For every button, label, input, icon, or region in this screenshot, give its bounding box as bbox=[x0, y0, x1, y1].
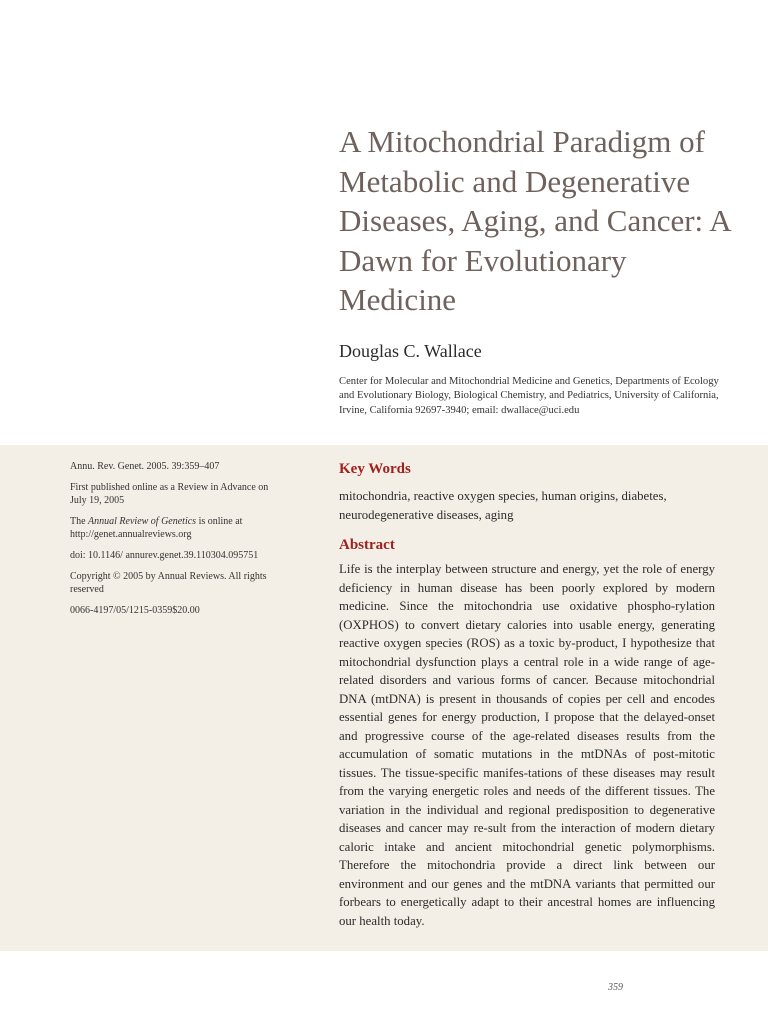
page-number: 359 bbox=[608, 982, 623, 993]
issn-code: 0066-4197/05/1215-0359$20.00 bbox=[70, 604, 200, 616]
online-note bbox=[70, 515, 270, 542]
abstract-text: Life is the interplay between structure and energy, yet the role of energy deficiency in human disease has been poorly explored by modern medicine. Since the mitochondria use oxidative phospho-rylation (OXPHOS) to convert dietary calories into usable energy, generating reactive oxygen species (ROS) as a toxic by-product, I hypothesize that mitochondrial dysfunction plays a central role in a wide range of age-related disorders and various forms of cancer. Because mitochondrial DNA (mtDNA) is present in thousands of copies per cell and encodes essential genes for energy production, I propose that the delayed-onset and progressive course of the age-related diseases results from the accumulation of somatic mutations in the mtDNAs of post-mitotic tissues. The tissue-specific manifes-tations of these diseases may result from the varying energetic roles and needs of the different tissues. The variation in the individual and regional predisposition to degenerative diseases and cancer may re-sult from the interaction of modern dietary caloric intake and ancient mitochondrial genetic polymorphisms. Therefore the mitochondria provide a direct link between our environment and our genes and the mtDNA variants that permitted our forbears to energetically adapt to their ancestral homes are influencing our health today. bbox=[339, 562, 715, 928]
doi: doi: 10.1146/ annurev.genet.39.110304.095751 bbox=[70, 549, 259, 561]
copyright: Copyright © 2005 by Annual Reviews. All rights reserved bbox=[70, 570, 267, 596]
journal-name: Annual Review of Genetics bbox=[88, 515, 197, 527]
article-title: A Mitochondrial Paradigm of Metabolic and Degenerative Diseases, Aging, and Cancer: A Dawn for Evolutionary Medicine bbox=[339, 124, 730, 317]
first-published-note: First published online as a Review in Advance on July 19, 2005 bbox=[70, 481, 269, 507]
abstract-heading: Abstract bbox=[339, 537, 395, 553]
author-name: Douglas C. Wallace bbox=[339, 341, 482, 361]
citation: Annu. Rev. Genet. 2005. 39:359–407 bbox=[70, 461, 220, 472]
publication-sidebar bbox=[70, 460, 270, 624]
online-suffix: is online at http://genet.annualreviews.org bbox=[70, 515, 243, 541]
online-prefix: The bbox=[70, 515, 89, 527]
author-affiliation: Center for Molecular and Mitochondrial Medicine and Genetics, Departments of Ecology and Evolutionary Biology, Biological Chemistry, and Pediatrics, University of California, Irvine, California 92697-3940; email: dwallace@uci.edu bbox=[339, 376, 719, 416]
keywords-text: mitochondria, reactive oxygen species, human origins, diabetes, neurodegenerative diseases, aging bbox=[339, 489, 667, 522]
keywords-heading: Key Words bbox=[339, 461, 411, 477]
